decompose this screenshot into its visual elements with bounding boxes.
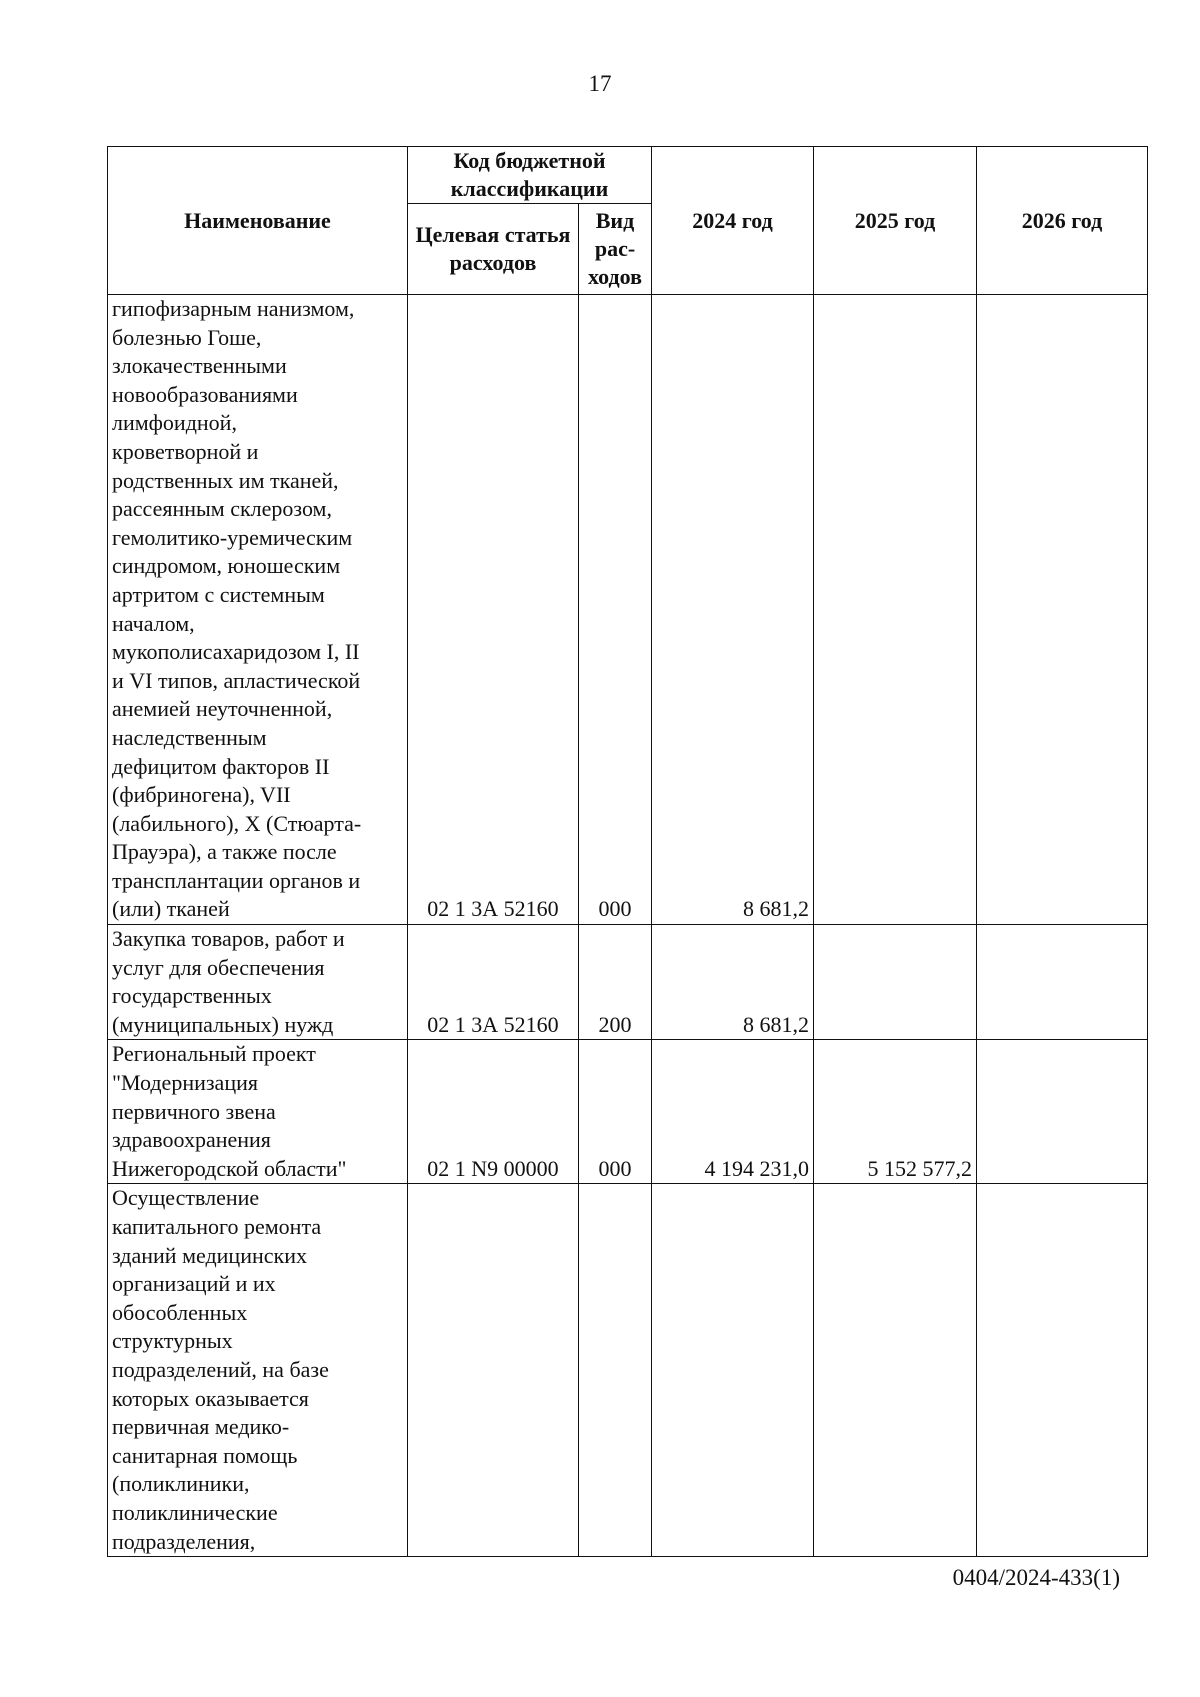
table-row: [108, 1040, 1148, 1184]
row-amount-2024: 8 681,2: [652, 295, 814, 925]
row-amount-2025: [814, 1184, 977, 1557]
row-name: гипофизарным нанизмом, болезнью Гоше, злокачественными новообразованиями лимфоидной, кроветворной и родственных им тканей, рассеянным склерозом, гемолитико-уремическим синдромом, юношеским артритом с системным началом, мукополисахаридозом I, II и VI типов, апластической анемией неуточненной, наследственным дефицитом факторов II (фибриногена), VII (лабильного), X (Стюарта- Прауэра), а также после трансплантации органов и (или) тканей: [108, 295, 408, 925]
row-amount-2024: 8 681,2: [652, 925, 814, 1040]
row-amount-2026: [977, 925, 1148, 1040]
table-row: [108, 1184, 1148, 1557]
header-expense-kind: Вид рас-ходов: [579, 204, 652, 295]
row-amount-2026: [977, 1184, 1148, 1557]
document-number: 0404/2024-433(1): [952, 1565, 1120, 1590]
row-expense-kind: [579, 1184, 652, 1557]
header-target-article: Целевая статья расходов: [408, 204, 579, 295]
table-row: [108, 925, 1148, 1040]
header-code-group: Код бюджетной классификации: [408, 147, 652, 204]
row-expense-kind: 000: [579, 295, 652, 925]
row-name: Закупка товаров, работ и услуг для обеспечения государственных (муниципальных) нужд: [108, 925, 408, 1040]
row-name: Осуществление капитального ремонта зданий медицинских организаций и их обособленных структурных подразделений, на базе которых оказывается первичная медико- санитарная помощь (поликлиники, поликлинические подразделения,: [108, 1184, 408, 1557]
row-target-article: [408, 1184, 579, 1557]
row-expense-kind: 000: [579, 1040, 652, 1184]
budget-table: [107, 146, 1148, 1557]
header-year-2026: 2026 год: [977, 147, 1148, 295]
page-number: 17: [588, 71, 612, 96]
row-target-article: 02 1 3А 52160: [408, 925, 579, 1040]
row-amount-2026: [977, 1040, 1148, 1184]
header-year-2024: 2024 год: [652, 147, 814, 295]
row-target-article: 02 1 3А 52160: [408, 295, 579, 925]
row-amount-2025: 5 152 577,2: [814, 1040, 977, 1184]
header-year-2025: 2025 год: [814, 147, 977, 295]
table-row: [108, 295, 1148, 925]
row-amount-2025: [814, 295, 977, 925]
row-amount-2024: [652, 1184, 814, 1557]
row-amount-2025: [814, 925, 977, 1040]
table-header-row: [108, 147, 1148, 204]
row-expense-kind: 200: [579, 925, 652, 1040]
header-name: Наименование: [108, 147, 408, 295]
row-target-article: 02 1 N9 00000: [408, 1040, 579, 1184]
row-name: Региональный проект "Модернизация первичного звена здравоохранения Нижегородской области": [108, 1040, 408, 1184]
row-amount-2024: 4 194 231,0: [652, 1040, 814, 1184]
row-amount-2026: [977, 295, 1148, 925]
